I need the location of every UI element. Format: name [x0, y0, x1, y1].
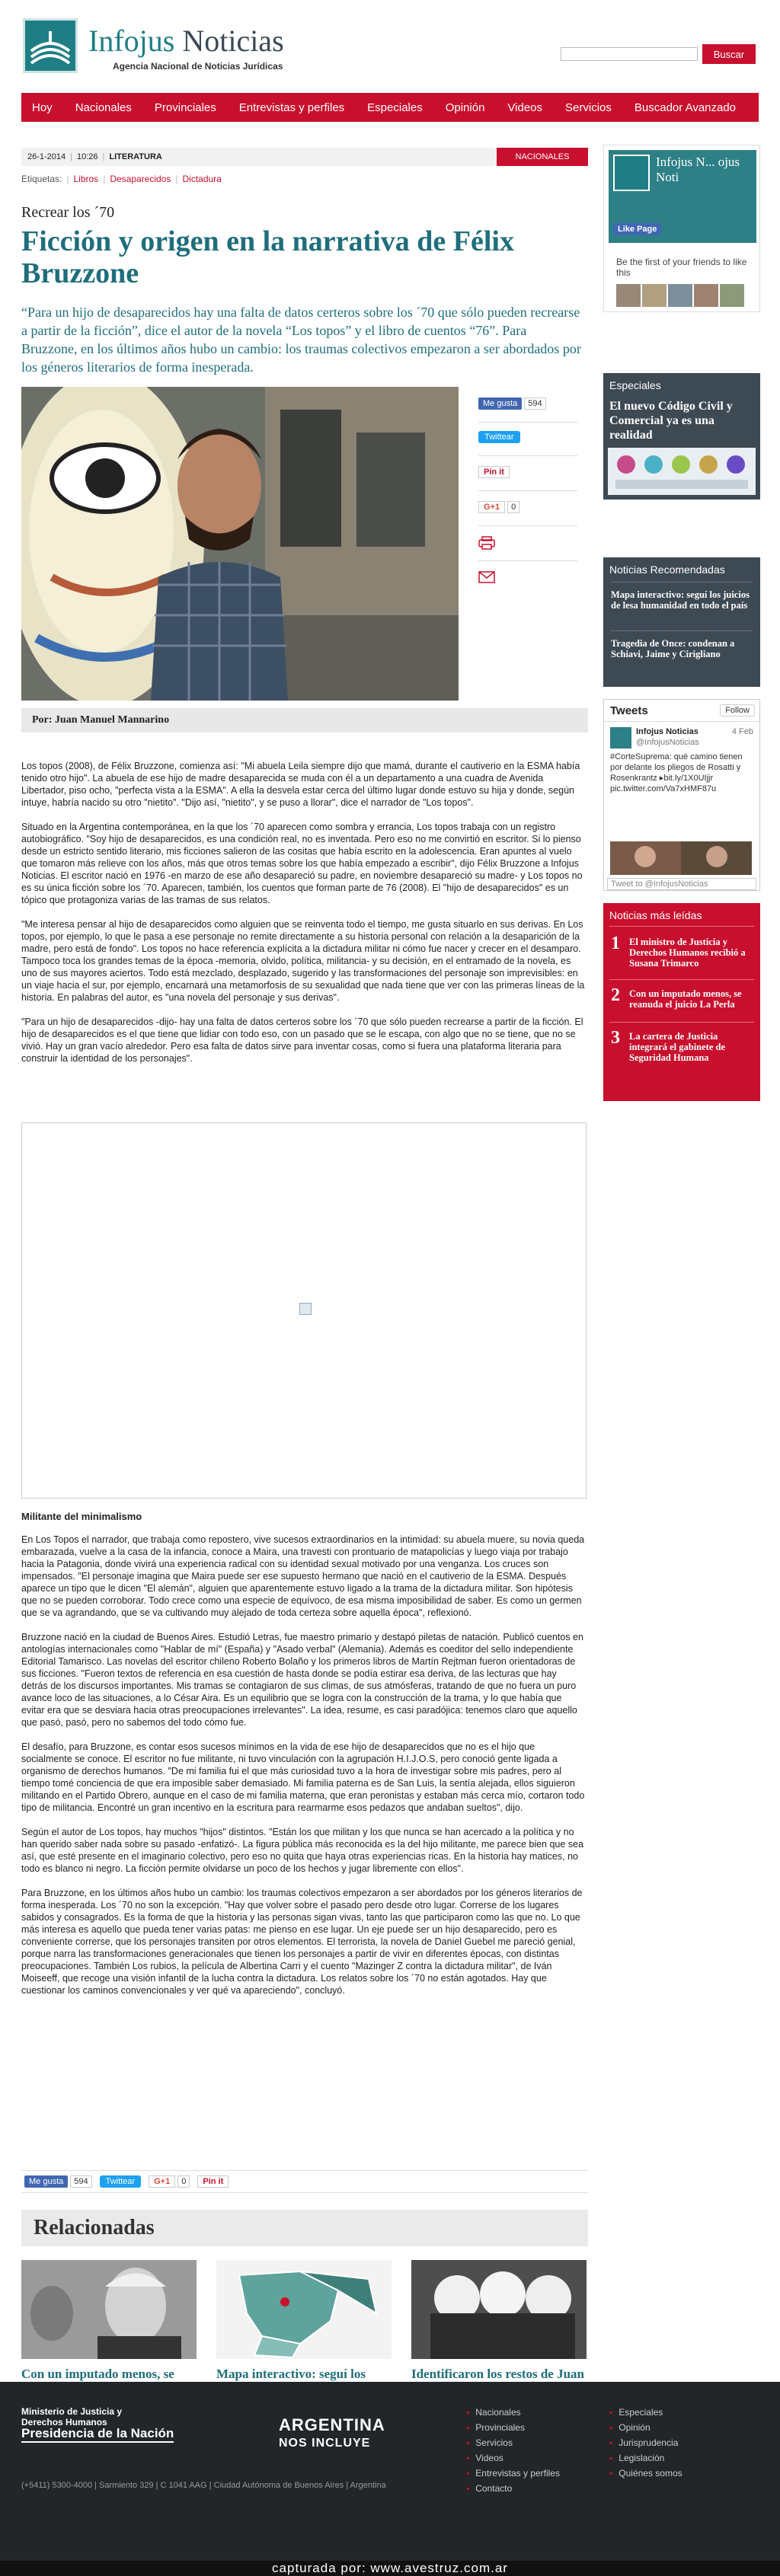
- broken-embed-icon: [299, 1303, 312, 1315]
- photo-caption: Por: Juan Manuel Mannarino: [21, 708, 588, 733]
- paragraph: "Para un hijo de desaparecidos -dijo- hay una falta de datos certeros sobre los ´70 que sólo pueden recrearse a partir de la ficción. El hijo de desaparecidos es el que tiene que lidiar con todo eso, con un pasado que se le escapa, con algo que no se tiene, que no se vivió. Hay un gran vacío alrededor. Pero esa falta de datos sirve para inventar cosas, como si fuera una plataforma literaria para construir la identidad de los personajes".: [21, 1017, 583, 1064]
- related-thumbnail[interactable]: [216, 2260, 392, 2359]
- facebook-share[interactable]: [478, 397, 546, 413]
- presidencia-label[interactable]: Presidencia de la Nación: [21, 2426, 174, 2440]
- logo-book-icon: [23, 18, 78, 73]
- article-photo: [21, 387, 459, 701]
- tweet-user[interactable]: Infojus Noticias: [636, 727, 698, 736]
- facebook-friend-thumbs: [616, 284, 744, 307]
- tweet-image[interactable]: [610, 841, 752, 875]
- ministerio-label[interactable]: Ministerio de Justicia y Derechos Humanos: [21, 2406, 123, 2428]
- recomendada-item[interactable]: Mapa interactivo: seguí los juicios de lesa humanidad en todo el país: [611, 589, 750, 611]
- bottom-share-bar: [21, 2170, 588, 2193]
- footer-link[interactable]: ▪ Servicios: [466, 2435, 560, 2450]
- mas-leida-item[interactable]: La cartera de Justicia integrará el gabinete de Seguridad Humana: [629, 1031, 726, 1063]
- paragraph: Bruzzone nació en la ciudad de Buenos Aires. Estudió Letras, fue maestro primario y destapó piletas de natación. Publicó cuentos en antologías internacionales como "Hablar de mí" (España) y "Asado verbal" (Alemania). Además es coeditor del sello independiente Editorial Tamarisco. Las novelas del escritor chileno Roberto Bolaño y los primeros libros de Martín Rejtman fueron orientadoras de sus ficciones. "Fueron textos de referencia en esa cuestión de hasta donde se podía estirar esa deriva, de las lecturas que hay detrás de los discursos importantes. Mis tramas se contagiaron de sus climas, de sus atmósferas, tratando de que no fuera un puro avance loco de las situaciones, a lo César Aira. Es un equilibrio que se logra con la construcción de la trama, y lo que había que evitar era que se desviara hacia otras preocupaciones irrelevantes". La idea, resume, es casi paradójica: tenemos claro que aquello que pasó, pasó, pero no sabemos del todo cómo fue.: [21, 1632, 583, 1728]
- article-subhead: Militante del minimalismo: [21, 1511, 142, 1522]
- related-title-text[interactable]: Identificaron los restos de Juan: [411, 2367, 585, 2381]
- tag-desaparecidos[interactable]: Desaparecidos: [110, 174, 171, 184]
- pinterest-button[interactable]: Pin it: [478, 466, 510, 478]
- footer-link[interactable]: ▪ Especiales: [609, 2405, 682, 2420]
- facebook-cover[interactable]: [609, 150, 756, 243]
- footer-links-col2: [609, 2405, 682, 2481]
- twitter-follow-button[interactable]: Follow: [720, 704, 755, 717]
- nav-item-especiales[interactable]: Especiales: [367, 101, 423, 114]
- tweet-date[interactable]: 4 Feb: [731, 727, 753, 736]
- email-icon[interactable]: [478, 571, 495, 586]
- gplus-button[interactable]: G+1: [478, 501, 505, 513]
- logo-wordmark: Infojus Noticias: [88, 24, 284, 58]
- article-title: Ficción y origen en la narrativa de Félix Bruzzone: [21, 225, 514, 289]
- especiales-heading: Especiales: [609, 379, 661, 391]
- article-kicker: Recrear los ´70: [21, 204, 115, 221]
- rank-number: 1: [611, 934, 620, 953]
- nos-incluye-label: NOS INCLUYE: [279, 2437, 371, 2450]
- footer-link[interactable]: ▪ Jurisprudencia: [609, 2435, 682, 2450]
- facebook-page-widget[interactable]: [603, 145, 760, 312]
- facebook-like-button-bottom[interactable]: Me gusta: [24, 2175, 68, 2188]
- search-input[interactable]: [561, 47, 698, 61]
- facebook-avatar: [613, 155, 650, 191]
- tweet-to-input[interactable]: Tweet to @InfojusNoticias: [607, 878, 756, 890]
- section-badge[interactable]: NACIONALES: [497, 148, 588, 166]
- twitter-share-button[interactable]: Twittear: [478, 431, 520, 443]
- tag-dictadura[interactable]: Dictadura: [182, 174, 222, 184]
- related-header: [21, 2210, 588, 2246]
- nav-item-provinciales[interactable]: Provinciales: [154, 101, 216, 114]
- related-thumbnail[interactable]: [411, 2260, 587, 2359]
- nav-item-buscador[interactable]: Buscador Avanzado: [634, 101, 737, 114]
- main-nav: [21, 93, 759, 122]
- nav-item-servicios[interactable]: Servicios: [565, 101, 612, 114]
- nav-item-entrevistas[interactable]: Entrevistas y perfiles: [238, 101, 345, 114]
- mas-leida-item[interactable]: Con un imputado menos, se reanuda el juicio La Perla: [629, 988, 742, 1010]
- site-footer: [0, 2382, 780, 2561]
- capture-credit: capturada por: www.avestruz.com.ar: [0, 2561, 780, 2576]
- facebook-friends-text: Be the first of your friends to like this: [616, 257, 747, 278]
- paragraph: Los topos (2008), de Félix Bruzzone, comienza así: "Mi abuela Leila siempre dijo que mamá, durante el cautiverio en la ESMA había tenido otro hijo". La abuela de ese hijo de madre desaparecida se muda con él a un departamento a una cuadra de Avenida Libertador, piso ocho, "perfecta vista a la ESMA". A ella la desvela estar cerca del último lugar donde estuvo su hija y donde, según intuye, habría nacido su otro "nietito". "Dijo así, "nietito", y se puso a llorar", dice el narrador de "Los topos".: [21, 761, 580, 808]
- mas-leidas-box: [603, 903, 760, 1101]
- article-meta: 26-1-2014 | 10:26 | LITERATURA NACIONALES: [21, 148, 588, 166]
- nav-item-opinion[interactable]: Opinión: [445, 101, 485, 114]
- especiales-image[interactable]: [608, 448, 756, 495]
- paragraph: En Los Topos el narrador, que trabaja como repostero, vive sucesos extraordinarios en la intimidad: su abuela muere, su novia queda embarazada, vuelve a la casa de la infancia, conoce a Maira, una travesti con prontuario de matapolicías y luego viaja por trabajo hacia la Patagonia, donde vivirá una experiencia radical con su identidad sexual motivado por una venganza. Los cruces son impensados. "El personaje imagina que Maira puede ser ese supuesto hermano que nació en el cautiverio de la ESMA. Después aparece un tipo que le dicen "El alemán", alguien que aparentemente estuvo ligado a la trama de la dictadura militar. Son hipótesis que no se pueden corroborar. Todo crece como una especie de equívoco, de esa misma imposibilidad de saber. Es como un germen que se va agrandando, que se va cultivando muy alejado de toda certeza sobre aquella época", reflexionó.: [21, 1534, 585, 1618]
- gplus-count-bottom: 0: [177, 2175, 190, 2188]
- footer-link[interactable]: ▪ Entrevistas y perfiles: [466, 2466, 560, 2481]
- facebook-page-name[interactable]: Infojus N... ojus Noti: [656, 155, 740, 184]
- nav-item-nacionales[interactable]: Nacionales: [75, 101, 132, 114]
- related-thumbnail[interactable]: [21, 2260, 197, 2359]
- nav-item-hoy[interactable]: Hoy: [32, 101, 53, 114]
- pinterest-button-bottom[interactable]: Pin it: [197, 2175, 229, 2188]
- facebook-count: 594: [524, 397, 545, 410]
- embedded-video[interactable]: [21, 1122, 587, 1499]
- facebook-count-bottom: 594: [70, 2175, 91, 2188]
- article-body-b: [21, 1534, 585, 2009]
- facebook-like-page-button[interactable]: Like Page: [613, 223, 661, 235]
- rank-number: 2: [611, 985, 620, 1005]
- footer-link[interactable]: ▪ Contacto: [466, 2481, 560, 2496]
- recomendadas-box: [603, 557, 760, 687]
- footer-address: (+5411) 5300-4000 | Sarmiento 329 | C 1041 AAG | Ciudad Autónoma de Buenos Aires | Argentina: [21, 2481, 386, 2490]
- tag-list-title: Etiquetas:: [21, 174, 62, 184]
- related-title-text[interactable]: Mapa interactivo: seguí los: [216, 2367, 366, 2381]
- paragraph: Según el autor de Los topos, hay muchos "hijos" distintos. "Están los que militan y los que nunca se han acercado a la política y no han querido saber nada sobre su pasado -enfatizó-. La figura pública más reconocida es la del hijo militante, me parece bien que sea así, que esté presente en el imaginario colectivo, pero eso no quita que haya otras experiencias ricas. En la historia hay matices, no todo es blanco ni negro. La ficción permite olvidarse un poco de los hechos y jugar libremente con ellos".: [21, 1827, 583, 1874]
- related-title: Relacionadas: [34, 2216, 155, 2239]
- footer-link[interactable]: ▪ Nacionales: [466, 2405, 560, 2420]
- article-lead: “Para un hijo de desaparecidos hay una falta de datos certeros sobre los ´70 que sólo pueden recrearse a partir de la ficción”, dice el autor de la novela “Los topos” y el libro de cuentos “76”. Para Bruzzone, en los últimos años hubo un cambio: los traumas colectivos empezaron a ser abordados por los géneros literarios de forma inesperada.: [21, 305, 581, 375]
- tweet-text: #CorteSuprema: qué camino tienen por delante los pliegos de Rosatti y Rosenkrantz ▸bit.ly/1X0UIjjr pic.twitter.com/Va7xHMF87u: [610, 752, 743, 793]
- recomendadas-heading: Noticias Recomendadas: [609, 563, 725, 576]
- article-section[interactable]: LITERATURA: [109, 152, 162, 161]
- related-title-text[interactable]: Con un imputado menos, se: [21, 2367, 174, 2381]
- related-item[interactable]: [21, 2260, 197, 2397]
- argentina-label: ARGENTINA: [279, 2415, 385, 2434]
- twitter-share-button-bottom[interactable]: Twittear: [100, 2175, 142, 2188]
- footer-link[interactable]: ▪ Videos: [466, 2450, 560, 2466]
- tweet-avatar[interactable]: [610, 727, 631, 749]
- nav-item-videos[interactable]: Videos: [507, 101, 543, 114]
- mas-leida-item[interactable]: El ministro de Justicia y Derechos Humanos recibió a Susana Trimarco: [629, 937, 746, 969]
- twitter-widget: [603, 699, 760, 891]
- recomendada-item[interactable]: Tragedia de Once: condenan a Schiavi, Jaime y Cirigliano: [611, 638, 735, 659]
- footer-links-col1: [466, 2405, 560, 2496]
- footer-link[interactable]: ▪ Quiénes somos: [609, 2466, 682, 2481]
- footer-link[interactable]: ▪ Legislación: [609, 2450, 682, 2466]
- article-time: 10:26: [77, 152, 98, 161]
- footer-link[interactable]: ▪ Provinciales: [466, 2420, 560, 2435]
- article-date: 26-1-2014: [27, 152, 66, 161]
- rank-number: 3: [611, 1028, 620, 1048]
- paragraph: Para Bruzzone, en los últimos años hubo un cambio: los traumas colectivos empezaron a ser abordados por los géneros literarios de forma inesperada. Los ´70 no son la excepción. "Hay que volver sobre el pasado pero desde otro lugar. Correrse de los lugares sabidos y consagrados. Es la forma de que la historia y las personas sigan vivas, tanto las que participaron como las que no. Lo que más interesa es aquello que pueda tener varias patas: me pienso en ese lugar. Un eje puede ser un hijo desaparecido, pero es conveniente correrse, que los personajes transiten por otros elementos. El terrorista, la novela de Daniel Guebel me pareció genial, porque narra las transformaciones generacionales que tienen los personajes a partir de vivir en diferentes épocas, con distintas preocupaciones. También Los rubios, la película de Albertina Carri y el cuento "Mazinger Z contra la dictadura militar", de Iván Moiseeff, que recoge una visión infantil de la lucha contra la dictadura. Los relatos sobre los ´70 no están agotados. Hay que cuestionar los caminos convencionales y ver qué va apareciendo", concluyó.: [21, 1888, 583, 1996]
- logo-tagline: Agencia Nacional de Noticias Jurídicas: [113, 61, 283, 72]
- paragraph: El desafío, para Bruzzone, es contar esos sucesos mínimos en la vida de ese hijo de desaparecidos que no es el hijo que socialmente se conoce. El escritor no fue militante, ni tuvo vinculación con la agrupación H.I.J.O.S, pero conoció gente ligada a organismo de derechos humanos. "De mi familia fui el que más curiosidad tuvo a la hora de investigar sobre mis padres, pero al tiempo tomé conciencia de que era imposible saber demasiado. Mi familia paterna es de San Luis, la sentía alejada, ellos siguieron militando en el Partido Obrero, aunque en el caso de mi familia materna, que eran peronistas y estaban más cerca mío, cortaron todo tipo de militancia. Encontré un gran incentivo en la escritura para rearmarme esos pedazos que andaban sueltos", dijo.: [21, 1741, 585, 1813]
- site-logo[interactable]: [23, 18, 312, 76]
- gplus-button-bottom[interactable]: G+1: [149, 2175, 175, 2188]
- paragraph: "Me interesa pensar al hijo de desaparecidos como alguien que se reinventa todo el tiempo, me gusta situarlo en sus derivas. En Los topos, por ejemplo, lo que le pasa a ese personaje no remite directamente a su historia personal con relación a la desaparición de la madre, pero está de fondo". Los topos no hace referencia explícita a la dictadura militar ni cómo fue nacer y crecer en el desamparo. Tampoco toca los grandes temas de la época -memoria, olvido, política, militancia- y su decisión, en el entramado de la novela, es uno de sus mayores aciertos. Todo está mezclado, desplazado, sugerido y las transformaciones del personaje son imprevisibles: en un viaje hacia el sur, por ejemplo, encarnará una metamorfosis de su sexualidad que nada tiene que ver con las primeras líneas de la historia. En palabras del autor, es "una novela del personaje y sus derivas".: [21, 919, 585, 1003]
- footer-link[interactable]: ▪ Opinión: [609, 2420, 682, 2435]
- paragraph: Situado en la Argentina contemporánea, en la que los ´70 aparecen como sombra y errancia, Los topos trabaja con un registro autobiográfico. "Soy hijo de desaparecidos, es una condición real, no es inventada. Pero eso no me convirtió en escritor. Si lo pienso desde un estricto sentido literario, mis ficciones salieron de las cositas que había escrito en la adolescencia. Eran apuntes al vuelo que tomaron más relieve con los años, más que otros temas sobre los que había empezado a escribir", dijo Félix Bruzzone a Infojus Noticias. El escritor nació en 1976 -en marzo de ese año desapareció su padre, en noviembre desapareció su madre- y Los topos no es su única ficción sobre los ´70. Aparecen, también, los cuentos que forman parte de 76 (2008). El "hijo de desaparecidos" es un tópico que protagoniza varias de las tramas de sus relatos.: [21, 822, 583, 905]
- especiales-box[interactable]: [603, 373, 760, 500]
- facebook-like-button[interactable]: Me gusta: [478, 397, 522, 410]
- tweets-heading: Tweets: [610, 704, 648, 717]
- site-header: [0, 0, 780, 91]
- mas-leidas-heading: Noticias más leídas: [609, 909, 702, 921]
- article-body-a: [21, 760, 585, 1077]
- share-column: [472, 387, 587, 701]
- tag-libros[interactable]: Libros: [73, 174, 99, 184]
- tag-list: Etiquetas: | Libros | Desaparecidos | Dictadura: [21, 174, 222, 184]
- tweet-handle[interactable]: @InfojusNoticias: [636, 738, 699, 747]
- print-icon[interactable]: [478, 536, 495, 551]
- gplus-count: 0: [507, 501, 519, 513]
- search-button[interactable]: Buscar: [702, 44, 756, 64]
- especiales-title[interactable]: El nuevo Código Civil y Comercial ya es una realidad: [609, 400, 733, 442]
